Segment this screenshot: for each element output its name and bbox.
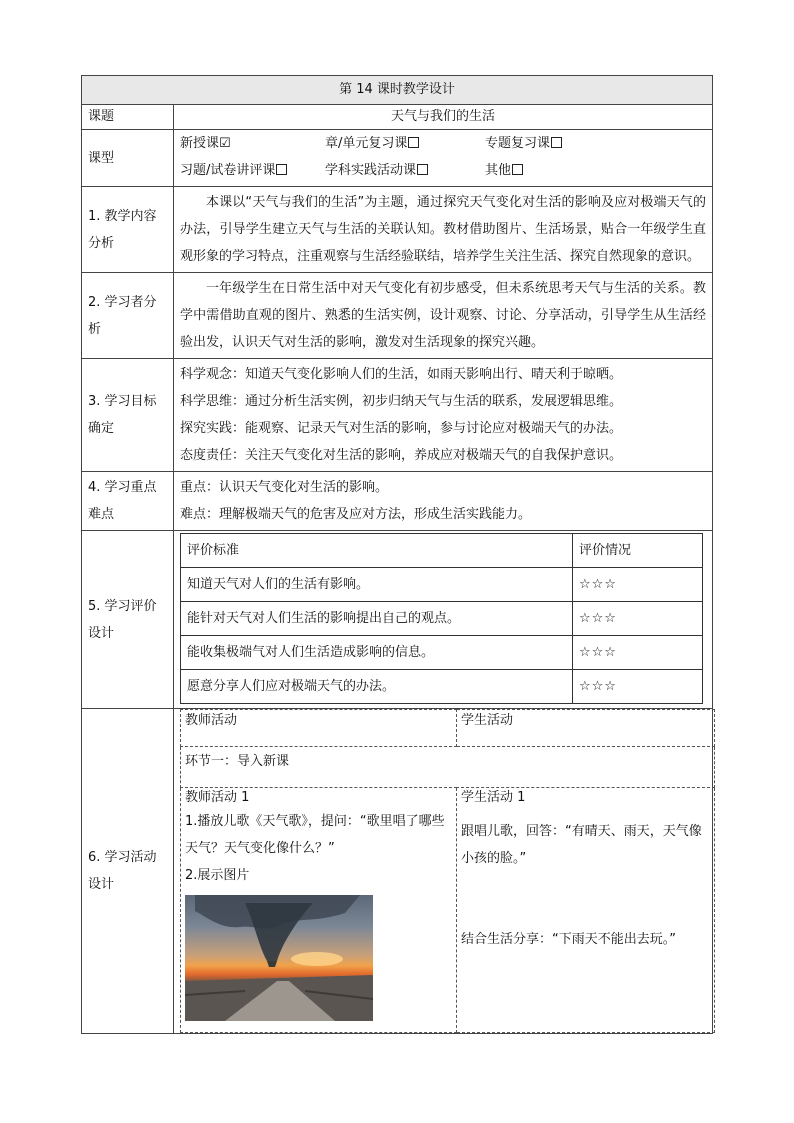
evaluation-criterion: 能收集极端气对人们生活造成影响的信息。: [181, 636, 573, 670]
teacher-activity-cell: [181, 788, 457, 1033]
topic-value: 天气与我们的生活: [174, 105, 713, 130]
checkbox-icon: [276, 164, 287, 175]
course-type-option: 专题复习课: [485, 130, 562, 157]
activity-detail-row: [181, 788, 715, 1033]
table-row: [181, 602, 703, 636]
star-rating: ☆☆☆: [573, 636, 703, 670]
topic-row: [82, 105, 713, 130]
key-points-content: [174, 472, 713, 531]
evaluation-criterion: 愿意分享人们应对极端天气的办法。: [181, 670, 573, 704]
activities-table: [180, 709, 715, 1033]
page-title: 第 14 课时教学设计: [82, 76, 713, 105]
activities-header-row: [181, 710, 715, 747]
student-answer: 跟唱儿歌，回答：“有晴天、雨天，天气像小孩的脸。”: [461, 824, 702, 866]
lesson-plan-sheet: [81, 75, 712, 1034]
content-analysis-label: 1. 教学内容分析: [82, 187, 174, 273]
course-type-option: 新授课☑: [180, 136, 231, 151]
star-rating: ☆☆☆: [573, 670, 703, 704]
course-type-label: 课型: [82, 130, 174, 187]
table-row: [181, 670, 703, 704]
course-type-option: 其他: [485, 157, 523, 184]
objective-item: 探究实践：能观察、记录天气对生活的影响，参与讨论应对极端天气的办法。: [180, 421, 623, 436]
evaluation-criterion: 能针对天气对人们生活的影响提出自己的观点。: [181, 602, 573, 636]
activities-content: [174, 709, 713, 1034]
objective-item: 科学观念：知道天气变化影响人们的生活，如雨天影响出行、晴天利于晾晒。: [180, 367, 623, 382]
learner-analysis-row: [82, 273, 713, 359]
teacher-activity-header: 教师活动: [181, 710, 457, 747]
course-type-option: 习题/试卷讲评课: [180, 157, 325, 184]
checkbox-icon: [408, 137, 419, 148]
content-analysis-text: 本课以“天气与我们的生活”为主题，通过探究天气变化对生活的影响及应对极端天气的办法，引导学生建立天气与生活的关联认知。教材借助图片、生活场景，贴合一年级学生直观形象的学习特点，注重观察与生活经验联结，培养学生关注生活、探究自然现象的意识。: [174, 187, 713, 273]
student-activity-cell: [457, 788, 715, 1033]
checkbox-icon: [512, 164, 523, 175]
evaluation-label: 5. 学习评价设计: [82, 531, 174, 709]
section-row: [181, 747, 715, 788]
key-point: 重点：认识天气变化对生活的影响。: [180, 480, 389, 495]
course-type-option: 学科实践活动课: [325, 157, 485, 184]
checkbox-icon: [551, 137, 562, 148]
section-title: 环节一：导入新课: [181, 747, 715, 788]
course-type-option: 章/单元复习课: [325, 130, 485, 157]
objectives-row: [82, 359, 713, 472]
objective-item: 科学思维：通过分析生活实例，初步归纳天气与生活的联系，发展逻辑思维。: [180, 394, 623, 409]
student-share: 结合生活分享：“下雨天不能出去玩。”: [461, 932, 676, 947]
activities-row: [82, 709, 713, 1034]
student-activity-header: 学生活动: [457, 710, 715, 747]
course-type-row: [82, 130, 713, 187]
difficult-point: 难点：理解极端天气的危害及应对方法，形成生活实践能力。: [180, 507, 532, 522]
objectives-list: [174, 359, 713, 472]
table-row: [181, 568, 703, 602]
learner-analysis-text: 一年级学生在日常生活中对天气变化有初步感受，但未系统思考天气与生活的关系。教学中需借助直观的图片、熟悉的生活实例，设计观察、讨论、分享活动，引导学生从生活经验出发，认识天气对生活的影响，激发对生活现象的探究兴趣。: [174, 273, 713, 359]
evaluation-content: [174, 531, 713, 709]
table-row: [181, 636, 703, 670]
key-points-label: 4. 学习重点难点: [82, 472, 174, 531]
content-analysis-row: [82, 187, 713, 273]
teacher-step-2: 2.展示图片: [185, 868, 250, 883]
learner-analysis-label: 2. 学习者分析: [82, 273, 174, 359]
key-points-row: [82, 472, 713, 531]
teacher-step-1: 1.播放儿歌《天气歌》，提问：“歌里唱了哪些天气？天气变化像什么？”: [185, 814, 445, 856]
objectives-label: 3. 学习目标确定: [82, 359, 174, 472]
star-rating: ☆☆☆: [573, 568, 703, 602]
tornado-illustration: [185, 895, 373, 1021]
evaluation-header-row: [181, 534, 703, 568]
lesson-plan-table: [81, 75, 713, 1034]
teacher-activity-title: 教师活动 1: [185, 790, 250, 805]
evaluation-row: [82, 531, 713, 709]
activities-label: 6. 学习活动设计: [82, 709, 174, 1034]
evaluation-criterion: 知道天气对人们的生活有影响。: [181, 568, 573, 602]
evaluation-header-rating: 评价情况: [573, 534, 703, 568]
tornado-storm-image: [185, 895, 373, 1021]
course-type-options: [174, 130, 713, 187]
topic-label: 课题: [82, 105, 174, 130]
evaluation-header-criterion: 评价标准: [181, 534, 573, 568]
checkbox-icon: [417, 164, 428, 175]
evaluation-table: [180, 533, 703, 704]
objective-item: 态度责任：关注天气变化对生活的影响，养成应对极端天气的自我保护意识。: [180, 448, 623, 463]
student-activity-title: 学生活动 1: [461, 790, 526, 805]
star-rating: ☆☆☆: [573, 602, 703, 636]
title-row: [82, 76, 713, 105]
